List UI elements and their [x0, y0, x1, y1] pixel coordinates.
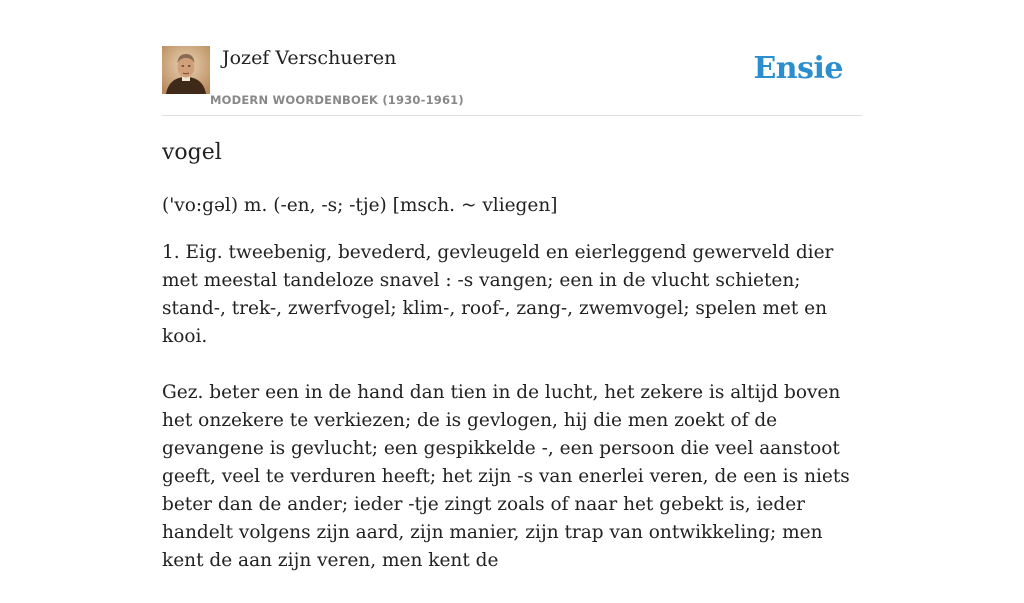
definition-paragraph: 1. Eig. tweebenig, bevederd, gevleugeld en eierleggend gewerveld dier met meestal tandeloze snavel : -s vangen; een in de vlucht schieten; stand-, trek-, zwerfvogel; klim-, roof-, zang-, zwemvogel; spelen met en kooi.: [162, 242, 834, 347]
definition-paragraph: Gez. beter een in de hand dan tien in de lucht, het zekere is altijd boven het onzekere te verkiezen; de is gevlogen, hij die men zoekt of de gevangene is gevlucht; een gespikkelde -, een persoon die veel aanstoot geeft, veel te verduren heeft; het zijn -s van enerlei veren, de een is niets beter dan de ander; ieder -tje zingt zoals of naar het gebekt is, ieder handelt volgens zijn aard, zijn manier, zijn trap van ontwikkeling; men kent de aan zijn veren, men kent de: [162, 382, 850, 571]
ensie-logo[interactable]: Ensie: [753, 51, 843, 86]
author-name[interactable]: Jozef Verschueren: [222, 47, 397, 69]
author-avatar[interactable]: [162, 46, 210, 94]
source-label[interactable]: MODERN WOORDENBOEK (1930-1961): [210, 93, 464, 107]
author-portrait-icon: [162, 46, 210, 94]
headword: vogel: [162, 140, 222, 165]
pronunciation: ('vo:gəl) m. (-en, -s; -tje) [msch. ~ vliegen]: [162, 195, 558, 216]
definition-body: [162, 239, 862, 603]
entry-header: [162, 46, 862, 116]
